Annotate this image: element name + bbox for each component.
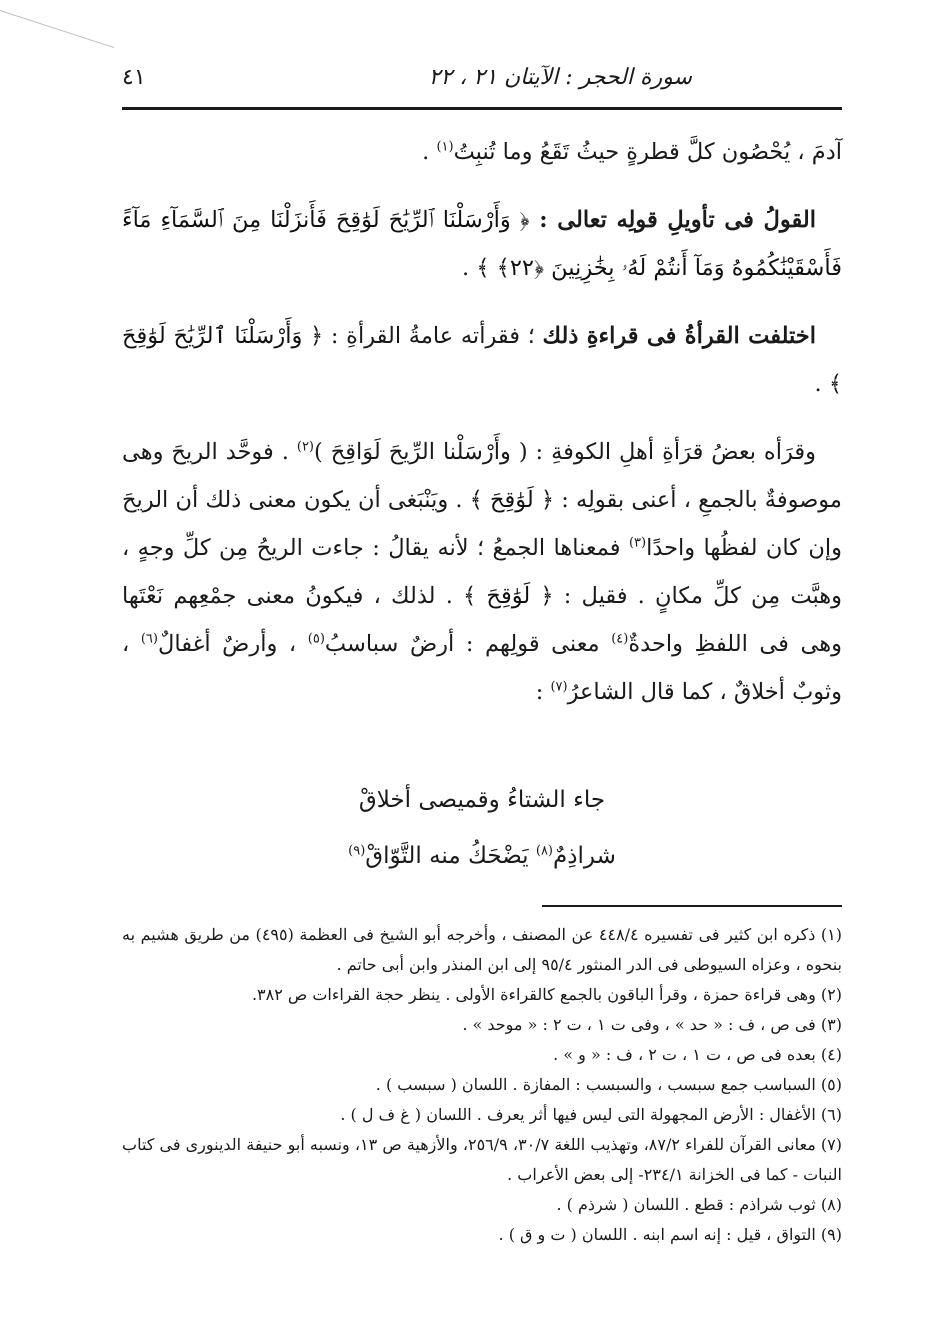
p4-s1: وقرَأه بعضُ قرَأةِ أهلِ الكوفةِ : ( وأَرْسَلْنا الرِّيحَ لَوَاقِحَ ) [314, 439, 816, 465]
footnote-1: (١) ذكره ابن كثير فى تفسيره ٤٤٨/٤ عن المصنف ، وأخرجه أبو الشيخ فى العظمة (٤٩٥) من طريق هشيم به بنحوه ، وعزاه السيوطى فى الدر المنثور ٩٥/٤ إلى ابن المنذر وابن أبى حاتم . [122, 925, 842, 974]
header-rule [122, 107, 842, 110]
footnote-ref-6: (٦) [140, 631, 158, 647]
p4-s4: فمعناها الجمعُ ؛ لأنه يقالُ : جاءت الريحُ مِن كلِّ وجهٍ ، وهبَّت مِن كلِّ مكانٍ . فقيل : [122, 535, 842, 609]
paragraph-1 [122, 128, 842, 176]
paragraph-4 [122, 428, 842, 716]
p4-quran-word-1: ﴿ لَوَٰقِحَ ﴾ [469, 487, 555, 513]
footnotes [122, 920, 842, 1250]
footnote-5: (٥) السباسب جمع سبسب ، والسبسب : المفازة . اللسان ( سبسب ) . [375, 1075, 842, 1094]
footnote-ref-4: (٤) [611, 631, 629, 647]
verse-line-2a: شراذِمٌ [553, 843, 616, 869]
p2-quran-verse: ﴿ وَأَرْسَلْنَا ٱلرِّيَٰحَ لَوَٰقِحَ فَأَنزَلْنَا مِنَ ٱلسَّمَآءِ مَآءً فَأَسْقَيْنَٰكُمُوهُ وَمَآ أَنتُمْ لَهُۥ بِخَٰزِنِينَ ﴿٢٢﴾ ﴾ [122, 207, 842, 281]
footnote-ref-7: (٧) [550, 679, 568, 695]
footnote-ref-1: (١) [436, 139, 454, 155]
p3-tail: . [814, 371, 829, 397]
footnote-2: (٢) وهى قراءة حمزة ، وقرأ الباقون بالجمع كالقراءة الأولى . ينظر حجة القراءات ص ٣٨٢. [251, 985, 842, 1004]
verse-line-2 [122, 828, 842, 884]
p4-s2: . فوحَّد الريحَ وهى موصوفةٌ بالجمعِ ، أعنى بقولِه : [122, 439, 842, 513]
p1-tail: . [422, 139, 437, 165]
footnote-ref-2: (٢) [296, 439, 314, 455]
running-head: سورة الحجر : الآيتان ٢١ ، ٢٢ [428, 65, 692, 90]
footnote-9: (٩) التواق ، قيل : إنه اسم ابنه . اللسان ( ت و ق ) . [498, 1225, 842, 1244]
p2-lead: القولُ فى تأويلِ قولِه تعالى : [529, 207, 816, 233]
footnote-ref-3: (٣) [628, 535, 647, 551]
p4-s9: : [535, 679, 551, 705]
paragraph-3 [122, 312, 842, 408]
p2-tail: . [462, 255, 477, 281]
page-header [122, 55, 842, 105]
p4-s6: معنى قولِهم : أرضٌ سباسبُ [324, 631, 612, 657]
scan-artifact-line [0, 10, 114, 105]
footnote-4: (٤) بعده فى ص ، ت ١ ، ت ٢ ، ف : « و » . [553, 1045, 842, 1064]
p4-s3: . ويَنْبَغى أن يكون معنى ذلك أن الريحَ وإن كان لفظُها واحدًا [122, 487, 842, 561]
p3-mid: ؛ فقرأته عامةُ القرأةِ : [323, 323, 543, 349]
p1-text: آدمَ ، يُحْصُون كلَّ قطرةٍ حيثُ تَقَعُ وما تُنبِتُ [453, 139, 842, 165]
footnote-rule [542, 905, 842, 907]
footnote-7: (٧) معانى القرآن للفراء ٨٧/٢، وتهذيب اللغة ٣٠/٧، ٢٥٦/٩، والأزهية ص ١٣، ونسبه أبو حنيفة الدينورى فى كتاب النبات - كما فى الخزانة ٢٣٤/١- إلى بعض الأعراب . [122, 1135, 843, 1184]
verse-line-2b: يَضْحَكُ منه التَّوّاقْ [365, 843, 536, 869]
footnote-ref-8: (٨) [535, 843, 553, 859]
footnote-6: (٦) الأغفال : الأرض المجهولة التى ليس فيها أثر يعرف . اللسان ( غ ف ل ) . [340, 1105, 842, 1124]
footnote-ref-5: (٥) [307, 631, 325, 647]
footnote-8: (٨) ثوب شراذم : قطع . اللسان ( شرذم ) . [556, 1195, 842, 1214]
footnote-3: (٣) فى ص ، ف : « حد » ، وفى ت ١ ، ت ٢ : « موحد » . [462, 1015, 842, 1034]
poetry-verse [122, 772, 842, 884]
p4-s8: ، وثوبٌ أخلاقٌ ، كما قال الشاعرُ [122, 631, 842, 705]
p4-quran-word-2: ﴿ لَوَٰقِحَ ﴾ [463, 583, 554, 609]
paragraph-2 [122, 196, 842, 292]
verse-line-1: جاء الشتاءُ وقميصى أخلاقْ [358, 787, 606, 813]
page-number: ٤١ [122, 65, 146, 90]
main-text [122, 128, 842, 736]
p3-quran-verse: ﴿ وَأَرْسَلْنَا ٱلرِّيَٰحَ لَوَٰقِحَ ﴾ [122, 323, 842, 397]
footnote-ref-9: (٩) [348, 843, 366, 859]
p4-s5: . لذلك ، فيكونُ معنى جمْعِهم نَعْتَها وهى فى اللفظِ واحدةٌ [122, 583, 842, 657]
p3-lead: اختلفت القرأةُ فى قراءةِ ذلك [542, 323, 816, 349]
p4-s7: ، وأرضٌ أغفالٌ [157, 631, 308, 657]
